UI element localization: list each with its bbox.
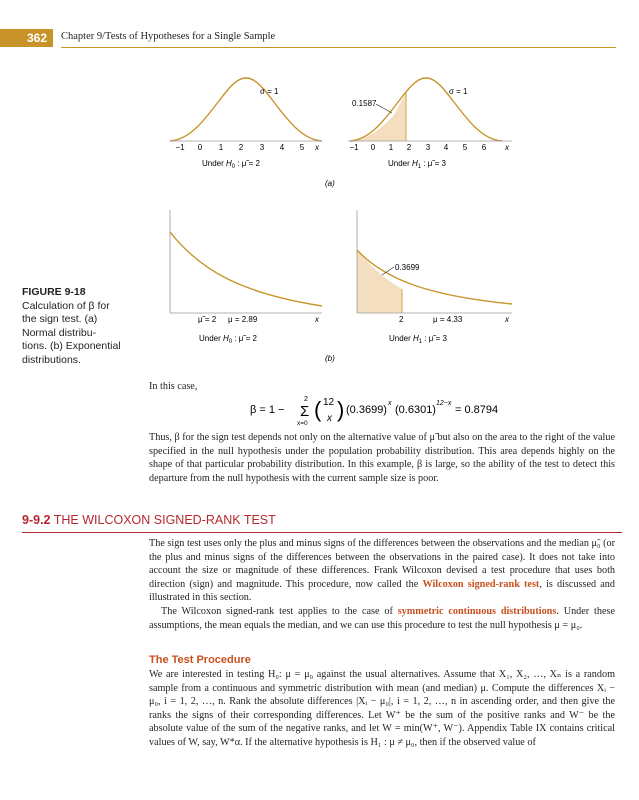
shaded-area xyxy=(357,250,402,313)
normal-curve-h0 xyxy=(170,78,322,141)
eq-sum-symbol: Σ xyxy=(300,403,310,420)
tick-label: 2 xyxy=(406,143,412,152)
tick-label: 3 xyxy=(259,143,265,152)
section-number: 9-9.2 xyxy=(22,513,51,527)
paragraph-symmetric xyxy=(149,605,615,632)
tick-label: 1 xyxy=(388,143,394,152)
eq-sum-bottom: x=0 xyxy=(297,420,308,427)
caption-line: Normal distribu- xyxy=(22,326,97,339)
area-value: 0.3699 xyxy=(395,263,420,272)
paragraph-sign-test xyxy=(149,537,615,605)
mean-tick: μ = 2.89 xyxy=(228,315,258,324)
normal-curve-h1 xyxy=(350,78,502,141)
caption-line: tions. (b) Exponential xyxy=(22,340,121,353)
svg-text:): ) xyxy=(337,397,345,422)
axis-label-x: x xyxy=(315,143,319,152)
eq-lhs: β = 1 − xyxy=(250,404,285,416)
eq-sum-top: 2 xyxy=(304,396,308,403)
tick-label: 0 xyxy=(370,143,376,152)
tick-label: 3 xyxy=(425,143,431,152)
key-term: Wilcoxon signed-rank test xyxy=(422,578,540,590)
caption-line: the sign test. (a) xyxy=(22,313,98,326)
beta-equation xyxy=(250,392,510,428)
eq-binom-top: 12 xyxy=(323,397,335,408)
tick-label: 5 xyxy=(462,143,468,152)
section-title: THE WILCOXON SIGNED-RANK TEST xyxy=(53,513,276,527)
subheading-test-procedure: The Test Procedure xyxy=(149,654,251,666)
panel-a-label: (a) xyxy=(325,179,335,188)
text-run: The sign test uses only the plus and minus signs of the differences between the observations and the median μ̃₀ (or the plus and minus signs of the differences between the observations in the paired case). It does not take into account the size or magnitude of these differences. Frank Wilcoxon devised a test procedure that uses both direction (sign) and magnitude. This procedure, now called the xyxy=(149,538,615,590)
figure-caption xyxy=(22,286,147,368)
eq-factor1: (0.3699) xyxy=(346,404,387,416)
panel-a-right xyxy=(348,78,512,170)
mean-tick: μ = 4.33 xyxy=(433,315,463,324)
intro-text: In this case, xyxy=(149,381,198,392)
tick-label: 0 xyxy=(197,143,203,152)
eq-factor2: (0.6301) xyxy=(395,404,436,416)
key-term: symmetric continuous distributions xyxy=(397,606,557,617)
axis-label-x: x xyxy=(505,315,509,324)
page-number: 362 xyxy=(0,29,53,47)
median-tick: μ̃ = 2 xyxy=(198,315,217,324)
under-hypothesis-label: Under $H_0$ : μ̃ = 2 xyxy=(202,159,260,170)
panel-b-right xyxy=(357,210,512,345)
tick-label: 5 xyxy=(299,143,305,152)
sigma-label: σ = 1 xyxy=(449,87,468,96)
under-hypothesis-label: Under $H_0$ : μ̃ = 2 xyxy=(199,334,257,345)
sigma-label: σ = 1 xyxy=(260,87,279,96)
axis-label-x: x xyxy=(315,315,319,324)
svg-text:(: ( xyxy=(314,397,322,422)
tick-label: −1 xyxy=(175,143,185,152)
eq-rhs: = 0.8794 xyxy=(455,404,499,416)
text-run: , is discussed and illustrated in this section. xyxy=(149,578,615,604)
chapter-title: Chapter 9/Tests of Hypotheses for a Single Sample xyxy=(61,31,276,42)
text-run: The Wilcoxon signed-rank test applies to the case of xyxy=(161,606,398,617)
text-run: . Under these assumptions, the mean equals the median, and we can use this procedure to test the null hypothesis μ = μ₀. xyxy=(149,606,615,631)
tick-label: 4 xyxy=(443,143,449,152)
tick-label: 6 xyxy=(481,143,487,152)
paragraph-test-procedure: We are interested in testing H₀: μ = μ₀ against the usual alternatives. Assume that X₁, X₂, …, Xₙ is a random sample from a continuous and symmetric distribution with mean (and median) μ. Compute the differences Xᵢ − μ₀, i = 1, 2, …, n. Rank the absolute differences |Xᵢ − μ₀|, i = 1, 2, …, n in ascending order, and then give the ranks the signs of their corresponding differences. Let W⁺ be the sum of the positive ranks and W⁻ be the absolute value of the sum of the negative ranks, and let W = min(W⁺, W⁻). Appendix Table IX contains critical values of W, say, W*α. If the alternative hypothesis is H₁ : μ ≠ μ₀, then if the observed value of xyxy=(149,669,615,748)
caption-line: distributions. xyxy=(22,353,81,366)
eq-exp1: x xyxy=(388,400,392,407)
figure-title: FIGURE 9-18 xyxy=(22,286,86,298)
paragraph-beta-discussion: Thus, β for the sign test depends not only on the alternative value of μ̃ but also on the area to the right of the value specified in the null hypothesis under the population probability distribution. This area depends highly on the shape of that particular probability distribution. In this example, β is large, so the ability of the test to detect this departure from the null hypothesis with the current sample size is poor. xyxy=(149,432,615,484)
panel-a-left xyxy=(170,78,322,170)
eq-binom-bottom: x xyxy=(327,413,332,424)
under-hypothesis-label: Under $H_1$ : μ̃ = 3 xyxy=(389,334,447,345)
panel-b-label: (b) xyxy=(325,354,335,363)
axis-label-x: x xyxy=(505,143,509,152)
exponential-curve-h0 xyxy=(170,232,322,306)
tick-label: 4 xyxy=(279,143,285,152)
tick-label: 2 xyxy=(399,315,404,324)
caption-line: Calculation of β for xyxy=(22,299,110,312)
tick-label: 1 xyxy=(218,143,224,152)
section-rule xyxy=(22,532,622,533)
section-heading xyxy=(22,513,276,527)
eq-exp2: 12−x xyxy=(436,400,452,407)
panel-b-left xyxy=(170,210,322,345)
tick-label: 2 xyxy=(238,143,244,152)
under-hypothesis-label: Under $H_1$ : μ̃ = 3 xyxy=(388,159,446,170)
area-value: 0.1587 xyxy=(352,99,377,108)
area-leader xyxy=(376,104,392,113)
tick-label: −1 xyxy=(349,143,359,152)
